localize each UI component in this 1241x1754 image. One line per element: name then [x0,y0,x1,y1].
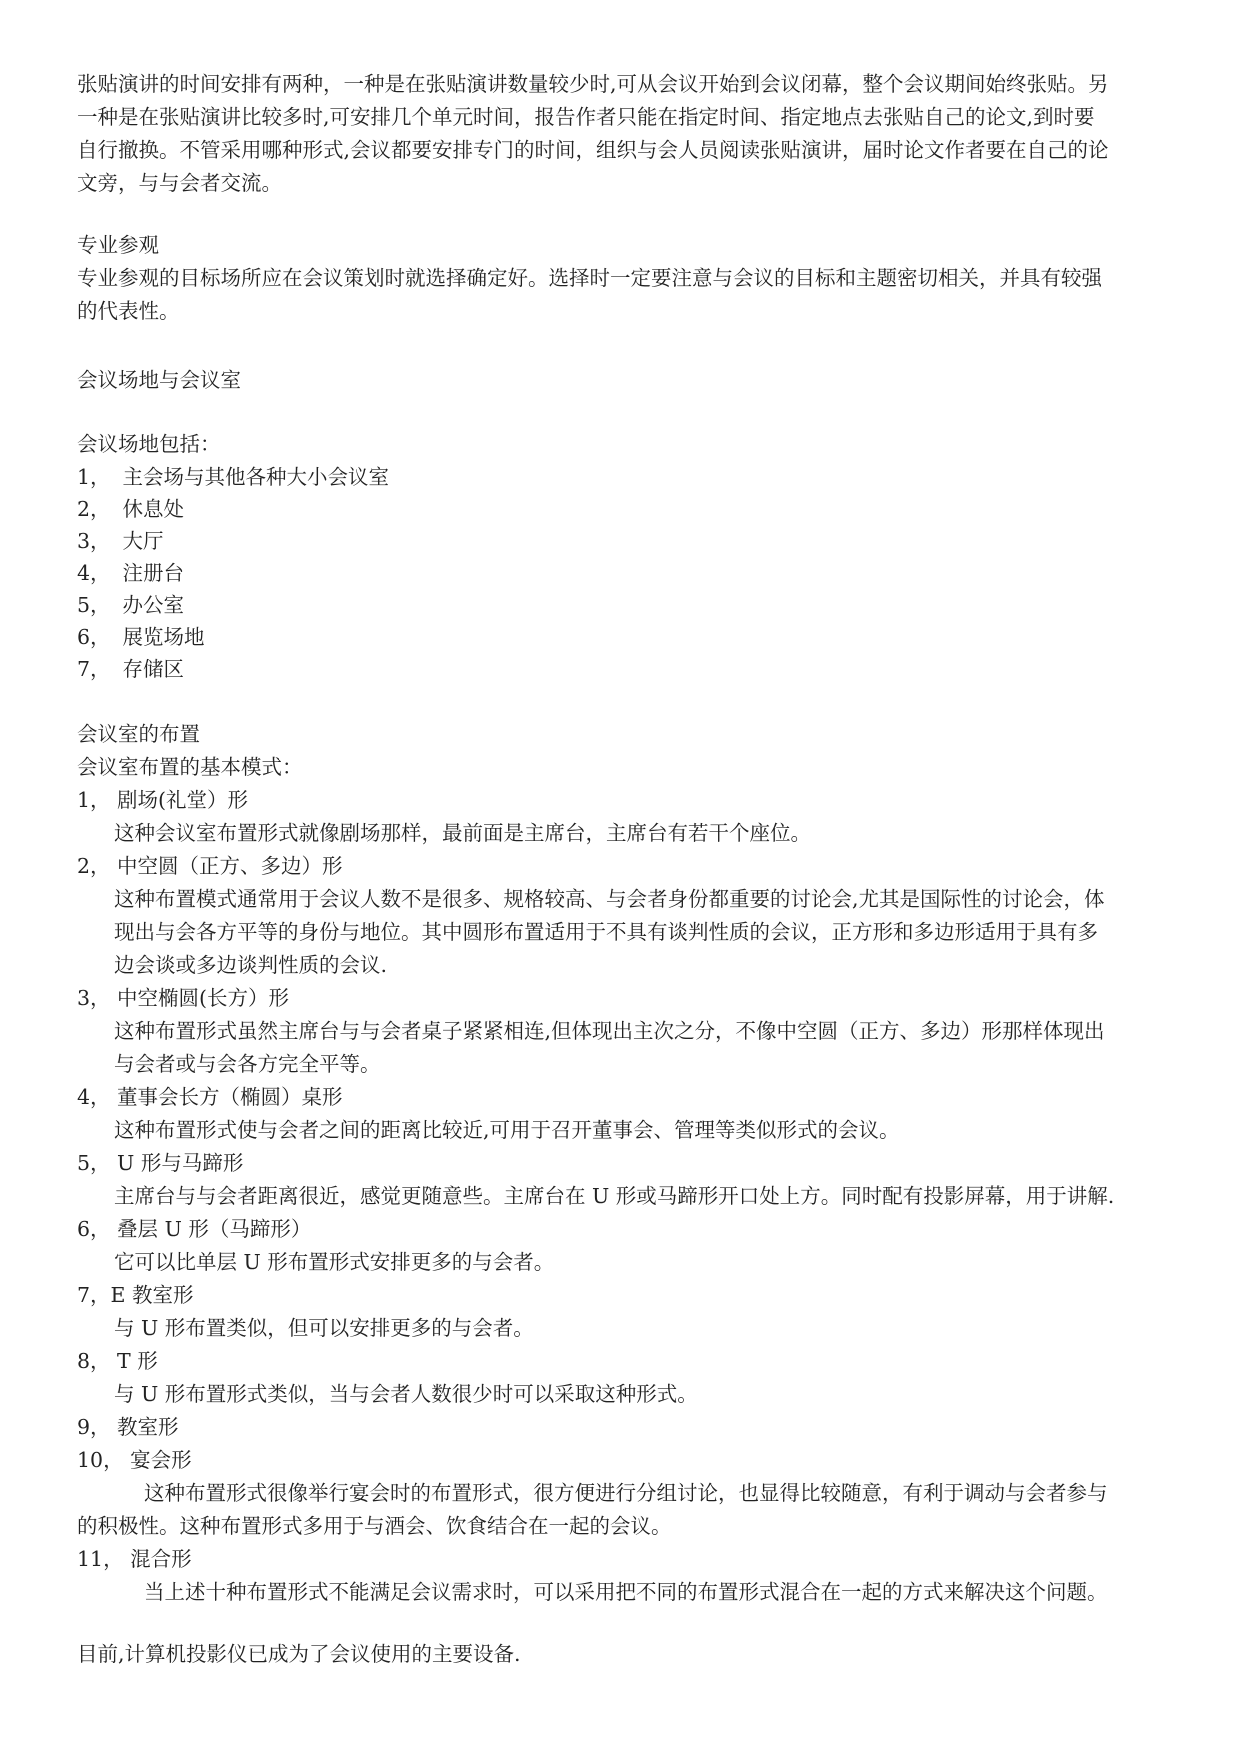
list-number: 1， [77,465,111,489]
intro-line: 文旁，与与会者交流。 [77,171,282,195]
list-item [77,493,184,526]
list-label: 展览场地 [122,625,205,649]
mode-desc: 的积极性。这种布置形式多用于与酒会、饮食结合在一起的会议。 [77,1514,672,1538]
mode-desc: 与会者或与会各方完全平等。 [114,1052,381,1076]
section-heading-visit: 专业参观 [77,233,159,257]
mode-title: 2， 中空圆（正方、多边）形 [77,854,343,878]
list-label: 办公室 [122,593,185,617]
mode-desc: 当上述十种布置形式不能满足会议需求时，可以采用把不同的布置形式混合在一起的方式来解决这个问题。 [144,1580,1108,1604]
list-number: 5， [77,593,111,617]
mode-title: 4， 董事会长方（椭圆）桌形 [77,1085,343,1109]
mode-desc: 这种布置形式很像举行宴会时的布置形式，很方便进行分组讨论，也显得比较随意，有利于调动与会者参与 [144,1481,1108,1505]
list-label: 大厅 [122,529,164,553]
list-number: 4， [77,561,111,585]
list-label: 存储区 [122,657,185,681]
intro-line: 一种是在张贴演讲比较多时,可安排几个单元时间，报告作者只能在指定时间、指定地点去张贴自己的论文,到时要 [77,105,1095,129]
section-heading-layout: 会议室的布置 [77,722,200,746]
list-number: 7， [77,657,111,681]
visit-line: 的代表性。 [77,299,180,323]
mode-desc: 主席台与与会者距离很近，感觉更随意些。主席台在 U 形或马蹄形开口处上方。同时配有投影屏幕，用于讲解. [114,1184,1115,1208]
mode-title: 1， 剧场(礼堂）形 [77,788,249,812]
mode-desc: 这种会议室布置形式就像剧场那样，最前面是主席台，主席台有若干个座位。 [114,821,811,845]
list-number: 3， [77,529,111,553]
mode-desc: 与 U 形布置形式类似，当与会者人数很少时可以采取这种形式。 [114,1382,698,1406]
list-label: 主会场与其他各种大小会议室 [122,465,390,489]
list-item [77,621,205,654]
mode-desc: 它可以比单层 U 形布置形式安排更多的与会者。 [114,1250,555,1274]
list-item [77,461,389,494]
list-item [77,525,164,558]
mode-title: 9， 教室形 [77,1415,179,1439]
mode-title: 11， 混合形 [77,1547,192,1571]
mode-desc: 这种布置模式通常用于会议人数不是很多、规格较高、与会者身份都重要的讨论会,尤其是国际性的讨论会，体 [114,887,1105,911]
mode-title: 7，E 教室形 [77,1283,194,1307]
list-item [77,589,184,622]
mode-title: 10， 宴会形 [77,1448,192,1472]
mode-title: 3， 中空椭圆(长方）形 [77,986,290,1010]
mode-desc: 这种布置形式使与会者之间的距离比较近,可用于召开董事会、管理等类似形式的会议。 [114,1118,900,1142]
mode-title: 6， 叠层 U 形（马蹄形） [77,1217,312,1241]
list-item [77,557,184,590]
mode-desc: 现出与会各方平等的身份与地位。其中圆形布置适用于不具有谈判性质的会议，正方形和多边形适用于具有多 [114,920,1098,944]
mode-title: 8， T 形 [77,1349,158,1373]
mode-desc: 这种布置形式虽然主席台与与会者桌子紧紧相连,但体现出主次之分，不像中空圆（正方、多边）形那样体现出 [114,1019,1105,1043]
list-label: 注册台 [122,561,185,585]
section-heading-venue: 会议场地与会议室 [77,368,241,392]
list-item [77,653,184,686]
mode-desc: 边会谈或多边谈判性质的会议. [114,953,388,977]
intro-line: 张贴演讲的时间安排有两种，一种是在张贴演讲数量较少时,可从会议开始到会议闭幕，整个会议期间始终张贴。另 [77,72,1109,96]
list-number: 6， [77,625,111,649]
mode-desc: 与 U 形布置类似，但可以安排更多的与会者。 [114,1316,534,1340]
layout-subheading: 会议室布置的基本模式： [77,755,303,779]
list-label: 休息处 [122,497,185,521]
mode-title: 5， U 形与马蹄形 [77,1151,244,1175]
list-number: 2， [77,497,111,521]
visit-line: 专业参观的目标场所应在会议策划时就选择确定好。选择时一定要注意与会议的目标和主题密切相关，并具有较强 [77,266,1102,290]
closing-line: 目前,计算机投影仪已成为了会议使用的主要设备. [77,1642,521,1666]
venue-includes-label: 会议场地包括： [77,432,221,456]
intro-line: 自行撤换。不管采用哪种形式,会议都要安排专门的时间，组织与会人员阅读张贴演讲，届时论文作者要在自己的论 [77,138,1109,162]
